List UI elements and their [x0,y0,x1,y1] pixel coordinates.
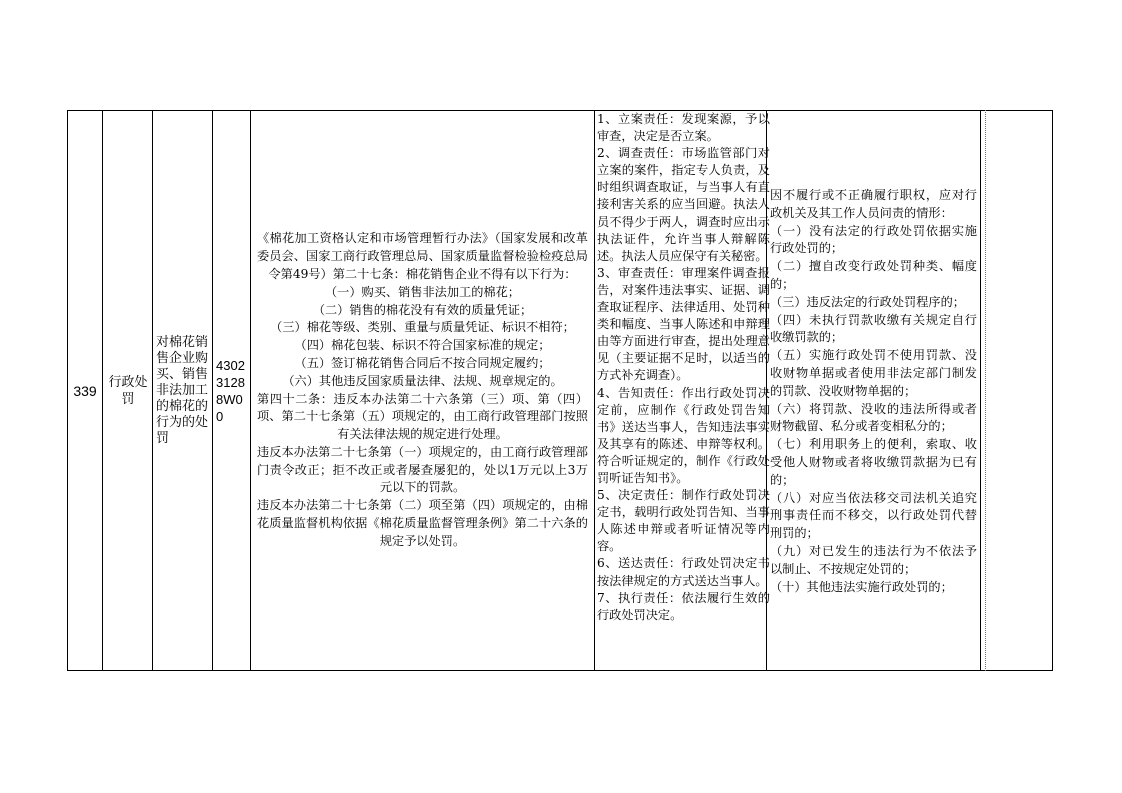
accountability-item: （九）对已发生的违法行为不依法予以制止、不按规定处罚的； [770,543,977,576]
column-divider [250,110,251,671]
remark-cell [987,110,1051,671]
responsibility-item: 5、决定责任：制作行政处罚决定书，载明行政处罚告知、当事人陈述申辩或者听证情况等内容。 [597,488,770,554]
responsibility-item: 4、告知责任：作出行政处罚决定前，应制作《行政处罚告知书》送达当事人，告知违法事实及其享有的陈述、申辩等权利。符合听证规定的，制作《行政处罚听证告知书》。 [597,385,770,485]
column-divider [1052,110,1053,671]
code-cell [216,110,249,671]
column-divider [980,110,981,671]
dotted-divider [985,110,986,671]
accountability-item: （三）违反法定的行政处罚程序的； [770,294,965,309]
responsibility-item: 1、立案责任：发现案源，予以审查，决定是否立案。 [597,112,770,144]
basis-paragraph: （三）棉花等级、类别、重量与质量凭证、标识不相符； [270,320,575,335]
basis-paragraph: 违反本办法第二十七条第（一）项规定的，由工商行政管理部门责令改正；拒不改正或者屡查屡犯的，处以1万元以上3万元以下的罚款。 [257,444,588,495]
accountability-item: （八）对应当依法移交司法机关追究刑事责任而不移交，以行政处罚代替刑罚的； [770,490,977,541]
accountability-item: （六）将罚款、没收的违法所得或者财物截留、私分或者变相私分的； [770,401,977,434]
row-number: 339 [73,382,97,399]
accountability-cell [770,110,977,671]
basis-paragraph: 《棉花加工资格认定和市场管理暂行办法》（国家发展和改革委员会、国家工商行政管理总局、国家质量监督检验检疫总局令第49号）第二十七条：棉花销售企业不得有以下行为： [257,231,588,281]
basis-paragraph: 违反本办法第二十七条第（二）项至第（四）项规定的，由棉花质量监督机构依据《棉花质量监督管理条例》第二十六条的规定予以处罚。 [257,498,588,548]
accountability-item: 因不履行或不正确履行职权，应对行政机关及其工作人员问责的情形： [770,188,977,220]
responsibility-list [597,111,770,624]
item-name-cell [156,110,211,671]
row-number-cell [68,110,102,671]
accountability-item: （五）实施行政处罚不使用罚款、没收财物单据或者使用非法定部门制发的罚款、没收财物单据的； [770,348,977,398]
legal-basis-cell [257,110,588,671]
basis-paragraph: （二）销售的棉花没有有效的质量凭证； [312,302,533,317]
accountability-item: （一）没有法定的行政处罚依据实施行政处罚的； [770,223,977,256]
column-divider [594,110,595,671]
responsibility-item: 2、调查责任：市场监管部门对立案的案件，指定专人负责，及时组织调查取证，与当事人有直接利害关系的应当回避。执法人员不得少于两人，调查时应出示执法证件，允许当事人辩解陈述。执法人员应保守有关秘密。 [597,146,770,263]
accountability-item: （七）利用职务上的便利，索取、收受他人财物或者将收缴罚款据为已有的； [770,437,977,487]
column-divider [212,110,213,671]
basis-paragraph: （四）棉花包装、标识不符合国家标准的规定； [294,338,551,353]
accountability-item: （二）擅自改变行政处罚种类、幅度的； [770,259,977,291]
item-name: 对棉花销售企业购买、销售非法加工的棉花的行为的处罚 [156,334,209,446]
responsibility-item: 3、审查责任：审理案件调查报告，对案件违法事实、证据、调查取证程序、法律适用、处罚种类和幅度、当事人陈述和申辩理由等方面进行审查，提出处理意见（主要证据不足时，以适当的方式补充调查）。 [597,265,770,383]
responsibility-item: 7、执行责任：依法履行生效的行政处罚决定。 [597,590,770,622]
power-list-table [67,110,1053,671]
accountability-item: （四）未执行罚款收缴有关规定自行收缴罚款的； [770,312,977,345]
responsibility-item: 6、送达责任：行政处罚决定书按法律规定的方式送达当事人。 [597,556,770,588]
power-category: 行政处罚 [108,374,148,407]
accountability-item: （十）其他违法实施行政处罚的； [770,579,953,594]
legal-basis [257,230,588,550]
column-divider [102,110,103,671]
basis-paragraph: 第四十二条：违反本办法第二十六条第（三）项、第（四）项、第二十七条第（五）项规定的，由工商行政管理部门按照有关法律法规的规定进行处理。 [257,391,588,442]
basis-paragraph: （一）购买、销售非法加工的棉花； [325,284,520,299]
item-code: 43023128 8W00 [216,357,245,424]
basis-paragraph: （五）签订棉花销售合同后不按合同规定履约； [294,355,551,370]
column-divider [152,110,153,671]
accountability-list [770,187,977,596]
basis-paragraph: （六）其他违反国家质量法律、法规、规章规定的。 [282,373,563,388]
category-cell [107,110,149,671]
